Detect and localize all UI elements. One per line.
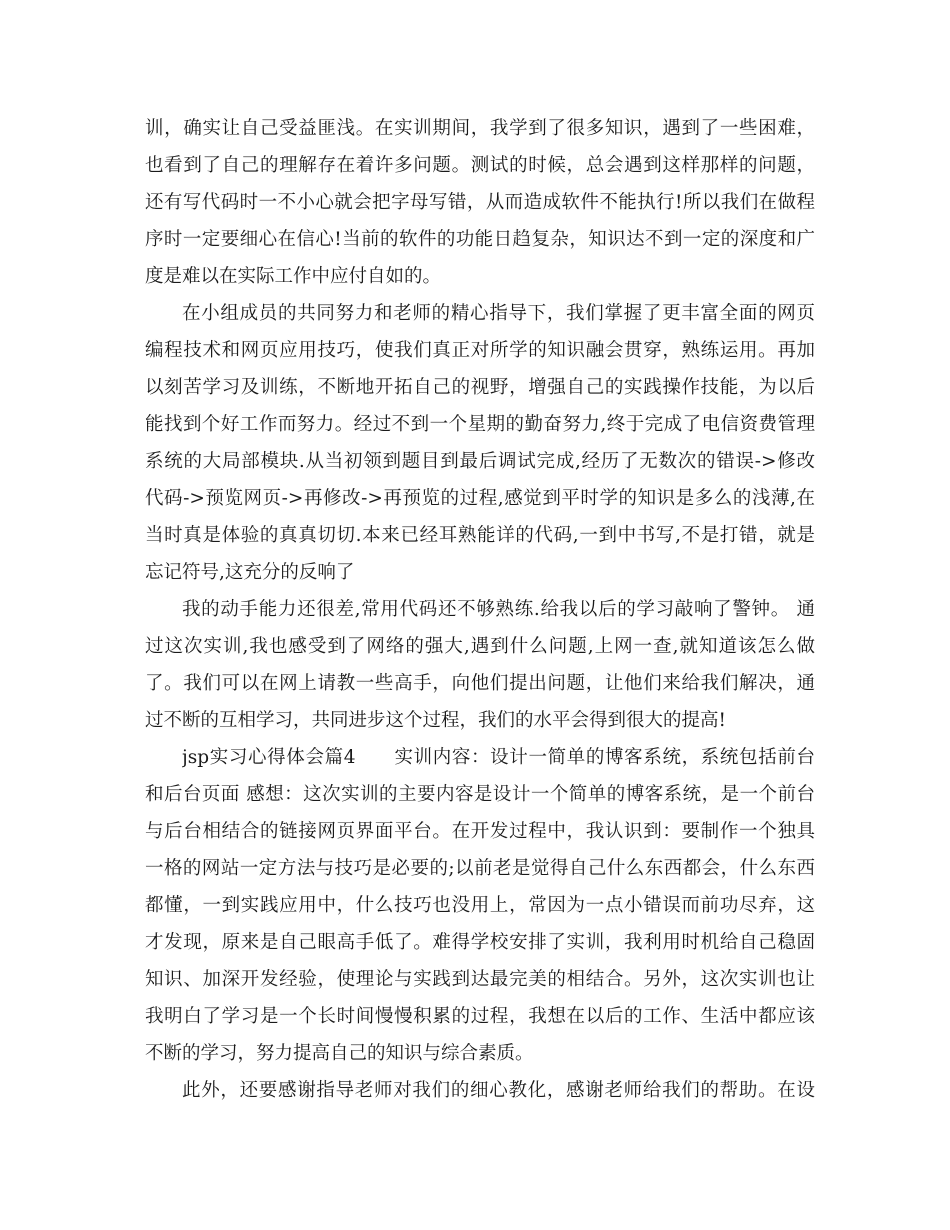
paragraph-first-line: 在小组成员的共同努力和老师的精心指导下，我们掌握了更丰富全面的网页 bbox=[182, 303, 815, 324]
text-line: 训，确实让自己受益匪浅。在实训期间，我学到了很多知识，遇到了一些困难， bbox=[145, 118, 815, 139]
paragraph-first-line: 此外，还要感谢指导老师对我们的细心教化，感谢老师给我们的帮助。在设 bbox=[182, 1080, 815, 1101]
text-line: 以刻苦学习及训练，不断地开拓自己的视野，增强自己的实践操作技能，为以后 bbox=[145, 377, 815, 398]
text-line: 过这次实训,我也感受到了网络的强大,遇到什么问题,上网一查,就知道该怎么做 bbox=[145, 636, 815, 657]
text-line: 我明白了学习是一个长时间慢慢积累的过程，我想在以后的工作、生活中都应该 bbox=[145, 1006, 815, 1027]
text-line: 才发现，原来是自己眼高手低了。难得学校安排了实训，我利用时机给自己稳固 bbox=[145, 932, 815, 953]
text-line: 度是难以在实际工作中应付自如的。 bbox=[145, 266, 442, 287]
text-line: 与后台相结合的链接网页界面平台。在开发过程中，我认识到：要制作一个独具 bbox=[145, 821, 815, 842]
text-line: 不断的学习，努力提高自己的知识与综合素质。 bbox=[145, 1043, 534, 1064]
text-line: 和后台页面 感想：这次实训的主要内容是设计一个简单的博客系统，是一个前台 bbox=[145, 784, 815, 805]
text-line: 编程技术和网页应用技巧，使我们真正对所学的知识融会贯穿，熟练运用。再加 bbox=[145, 340, 815, 361]
text-line: 一格的网站一定方法与技巧是必要的;以前老是觉得自己什么东西都会，什么东西 bbox=[145, 858, 815, 879]
text-line: 能找到个好工作而努力。经过不到一个星期的勤奋努力,终于完成了电信资费管理 bbox=[145, 414, 815, 435]
text-line: 过不断的互相学习，共同进步这个过程，我们的水平会得到很大的提高! bbox=[145, 710, 726, 731]
paragraph-first-line: jsp实习心得体会篇4 实训内容：设计一简单的博客系统，系统包括前台 bbox=[182, 747, 815, 768]
paragraph-first-line: 我的动手能力还很差,常用代码还不够熟练.给我以后的学习敲响了警钟。 通 bbox=[182, 599, 815, 620]
text-line: 序时一定要细心在信心!当前的软件的功能日趋复杂，知识达不到一定的深度和广 bbox=[145, 229, 815, 250]
text-line: 忘记符号,这充分的反响了 bbox=[145, 562, 355, 583]
text-line: 系统的大局部模块.从当初领到题目到最后调试完成,经历了无数次的错误->修改 bbox=[145, 451, 815, 472]
text-line: 都懂，一到实践应用中，什么技巧也没用上，常因为一点小错误而前功尽弃，这 bbox=[145, 895, 815, 916]
text-line: 还有写代码时一不小心就会把字母写错，从而造成软件不能执行!所以我们在做程 bbox=[145, 192, 815, 213]
text-line: 知识、加深开发经验，使理论与实践到达最完美的相结合。另外，这次实训也让 bbox=[145, 969, 815, 990]
text-line: 了。我们可以在网上请教一些高手，向他们提出问题，让他们来给我们解决，通 bbox=[145, 673, 815, 694]
text-line: 也看到了自己的理解存在着许多问题。测试的时候，总会遇到这样那样的问题， bbox=[145, 155, 815, 176]
text-line: 代码->预览网页->再修改->再预览的过程,感觉到平时学的知识是多么的浅薄,在 bbox=[145, 488, 815, 509]
text-line: 当时真是体验的真真切切.本来已经耳熟能详的代码,一到中书写,不是打错，就是 bbox=[145, 525, 815, 546]
